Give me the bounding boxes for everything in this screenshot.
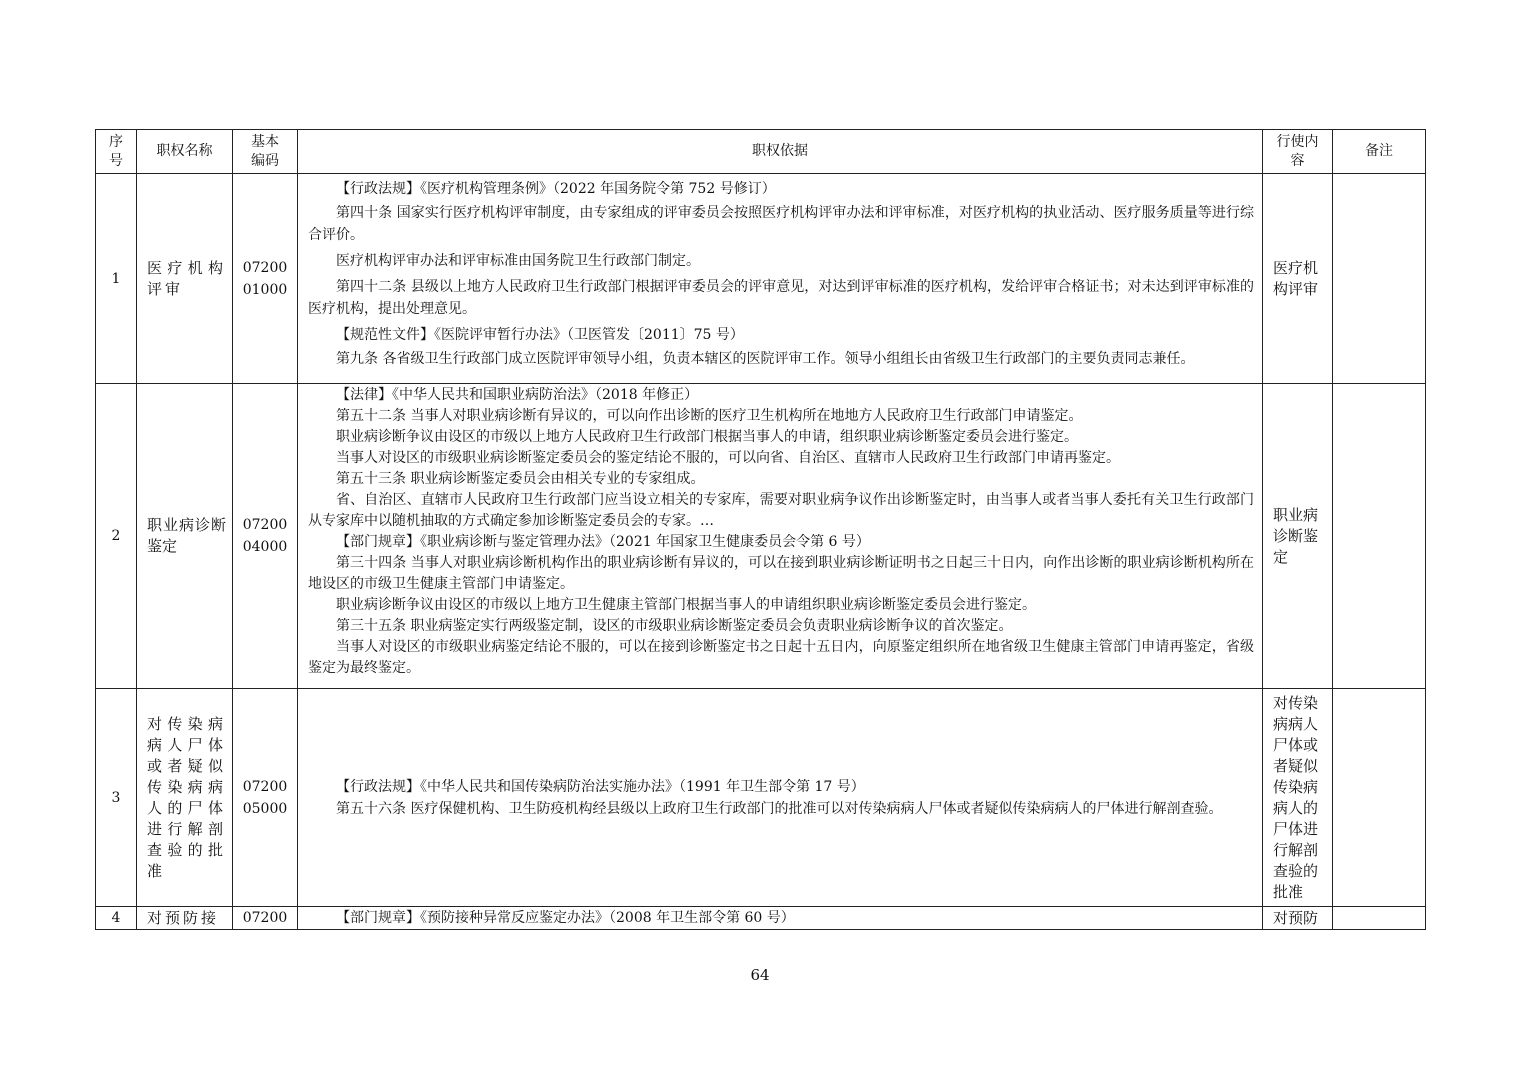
authority-basis: 【部门规章】《预防接种异常反应鉴定办法》（2008 年卫生部令第 60 号） xyxy=(298,907,1263,930)
table-row xyxy=(96,384,1426,689)
table-row xyxy=(96,174,1426,384)
row-index: 1 xyxy=(96,174,137,384)
note-cell xyxy=(1333,907,1426,930)
header-exec: 行使内容 xyxy=(1263,130,1333,174)
page-number: 64 xyxy=(750,966,770,984)
exec-content: 对预防 xyxy=(1263,907,1333,930)
authority-code: 07200 05000 xyxy=(233,689,298,907)
table-row xyxy=(96,689,1426,907)
header-name: 职权名称 xyxy=(137,130,233,174)
header-code: 基本编码 xyxy=(233,130,298,174)
authority-code: 07200 xyxy=(233,907,298,930)
authority-name: 对传染病病人尸体或者疑似传染病病人的尸体进行解剖查验的批准 xyxy=(137,689,233,907)
note-cell xyxy=(1333,174,1426,384)
authority-code: 07200 01000 xyxy=(233,174,298,384)
exec-content: 职业病诊断鉴定 xyxy=(1263,384,1333,689)
header-index: 序号 xyxy=(96,130,137,174)
note-cell xyxy=(1333,384,1426,689)
exec-content: 对传染病病人尸体或者疑似传染病病人的尸体进行解剖查验的批准 xyxy=(1263,689,1333,907)
authority-basis: 【行政法规】《医疗机构管理条例》（2022 年国务院令第 752 号修订） 第四十条 国家实行医疗机构评审制度，由专家组成的评审委员会按照医疗机构评审办法和评审标准，对医疗机构的执业活动、医疗服务质量等进行综合评价。 医疗机构评审办法和评审标准由国务院卫生行政部门制定。 第四十二条 县级以上地方人民政府卫生行政部门根据评审委员会的评审意见，对达到评审标准的医疗机构，发给评审合格证书；对未达到评审标准的医疗机构，提出处理意见。 【规范性文件】《医院评审暂行办法》（卫医管发〔2011〕75 号） 第九条 各省级卫生行政部门成立医院评审领导小组，负责本辖区的医院评审工作。领导小组组长由省级卫生行政部门的主要负责同志兼任。 xyxy=(298,174,1263,384)
row-index: 4 xyxy=(96,907,137,930)
note-cell xyxy=(1333,689,1426,907)
authority-name: 医疗机构评审 xyxy=(137,174,233,384)
exec-content: 医疗机构评审 xyxy=(1263,174,1333,384)
header-note: 备注 xyxy=(1333,130,1426,174)
authority-basis: 【法律】《中华人民共和国职业病防治法》（2018 年修正） 第五十二条 当事人对职业病诊断有异议的，可以向作出诊断的医疗卫生机构所在地地方人民政府卫生行政部门申请鉴定。 职业病诊断争议由设区的市级以上地方人民政府卫生行政部门根据当事人的申请，组织职业病诊断鉴定委员会进行鉴定。 当事人对设区的市级职业病诊断鉴定委员会的鉴定结论不服的，可以向省、自治区、直辖市人民政府卫生行政部门申请再鉴定。 第五十三条 职业病诊断鉴定委员会由相关专业的专家组成。 省、自治区、直辖市人民政府卫生行政部门应当设立相关的专家库，需要对职业病争议作出诊断鉴定时，由当事人或者当事人委托有关卫生行政部门从专家库中以随机抽取的方式确定参加诊断鉴定委员会的专家。… 【部门规章】《职业病诊断与鉴定管理办法》（2021 年国家卫生健康委员会令第 6 号） 第三十四条 当事人对职业病诊断机构作出的职业病诊断有异议的，可以在接到职业病诊断证明书之日起三十日内，向作出诊断的职业病诊断机构所在地设区的市级卫生健康主管部门申请鉴定。 职业病诊断争议由设区的市级以上地方卫生健康主管部门根据当事人的申请组织职业病诊断鉴定委员会进行鉴定。 第三十五条 职业病鉴定实行两级鉴定制，设区的市级职业病诊断鉴定委员会负责职业病诊断争议的首次鉴定。 当事人对设区的市级职业病鉴定结论不服的，可以在接到诊断鉴定书之日起十五日内，向原鉴定组织所在地省级卫生健康主管部门申请再鉴定，省级鉴定为最终鉴定。 xyxy=(298,384,1263,689)
header-row xyxy=(96,130,1426,174)
row-index: 3 xyxy=(96,689,137,907)
authority-code: 07200 04000 xyxy=(233,384,298,689)
row-index: 2 xyxy=(96,384,137,689)
authority-basis: 【行政法规】《中华人民共和国传染病防治法实施办法》（1991 年卫生部令第 17 号） 第五十六条 医疗保健机构、卫生防疫机构经县级以上政府卫生行政部门的批准可以对传染病病人尸体或者疑似传染病病人的尸体进行解剖查验。 xyxy=(298,689,1263,907)
authority-table xyxy=(95,129,1426,930)
table-row xyxy=(96,907,1426,930)
authority-name: 对预防接 xyxy=(137,907,233,930)
header-basis: 职权依据 xyxy=(298,130,1263,174)
authority-name: 职业病诊断鉴定 xyxy=(137,384,233,689)
